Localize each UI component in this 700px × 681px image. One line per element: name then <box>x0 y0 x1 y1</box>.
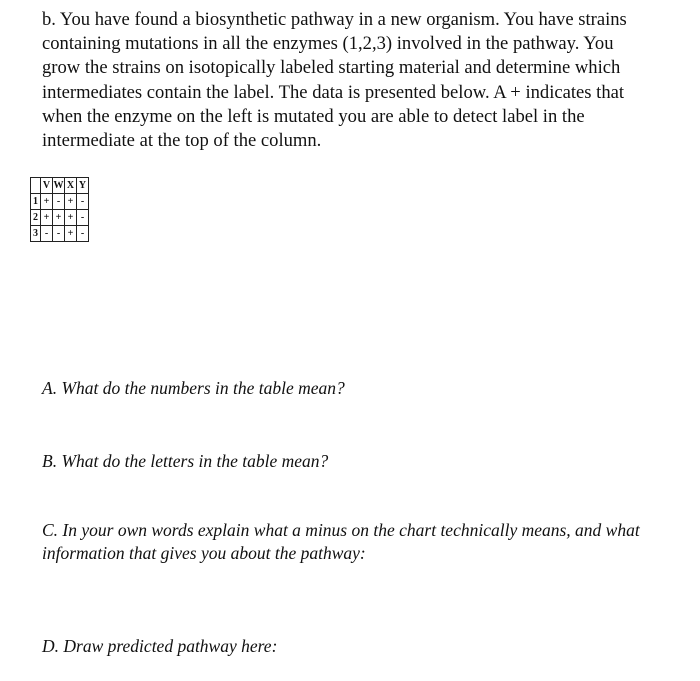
table-row <box>31 194 89 210</box>
table-cell: - <box>53 194 65 210</box>
table-row <box>31 210 89 226</box>
column-header-y: Y <box>77 178 89 194</box>
table-cell: + <box>65 210 77 226</box>
row-header-1: 1 <box>31 194 41 210</box>
table-cell: + <box>53 210 65 226</box>
table-cell: - <box>53 226 65 242</box>
table-corner-cell <box>31 178 41 194</box>
table-header-row <box>31 178 89 194</box>
table-cell: + <box>41 210 53 226</box>
problem-statement: b. You have found a biosynthetic pathway in a new organism. You have strains containing mutations in all the enzymes (1,2,3) involved in the pathway. You grow the strains on isotopically labeled starting material and determine which intermediates contain the label. The data is presented below. A + indicates that when the enzyme on the left is mutated you are able to detect label in the intermediate at the top of the column. <box>42 9 627 152</box>
table-cell: - <box>41 226 53 242</box>
question-a: A. What do the numbers in the table mean? <box>42 378 345 398</box>
table-cell: + <box>65 226 77 242</box>
table-cell: - <box>77 210 89 226</box>
table-cell: + <box>65 194 77 210</box>
column-header-x: X <box>65 178 77 194</box>
label-data-table <box>30 177 89 242</box>
row-header-2: 2 <box>31 210 41 226</box>
question-c: C. In your own words explain what a minus on the chart technically means, and what information that gives you about the pathway: <box>42 520 640 563</box>
column-header-v: V <box>41 178 53 194</box>
table-cell: - <box>77 226 89 242</box>
column-header-w: W <box>53 178 65 194</box>
table-cell: - <box>77 194 89 210</box>
question-d: D. Draw predicted pathway here: <box>42 636 278 656</box>
table-cell: + <box>41 194 53 210</box>
table-row <box>31 226 89 242</box>
question-b: B. What do the letters in the table mean? <box>42 451 329 471</box>
row-header-3: 3 <box>31 226 41 242</box>
